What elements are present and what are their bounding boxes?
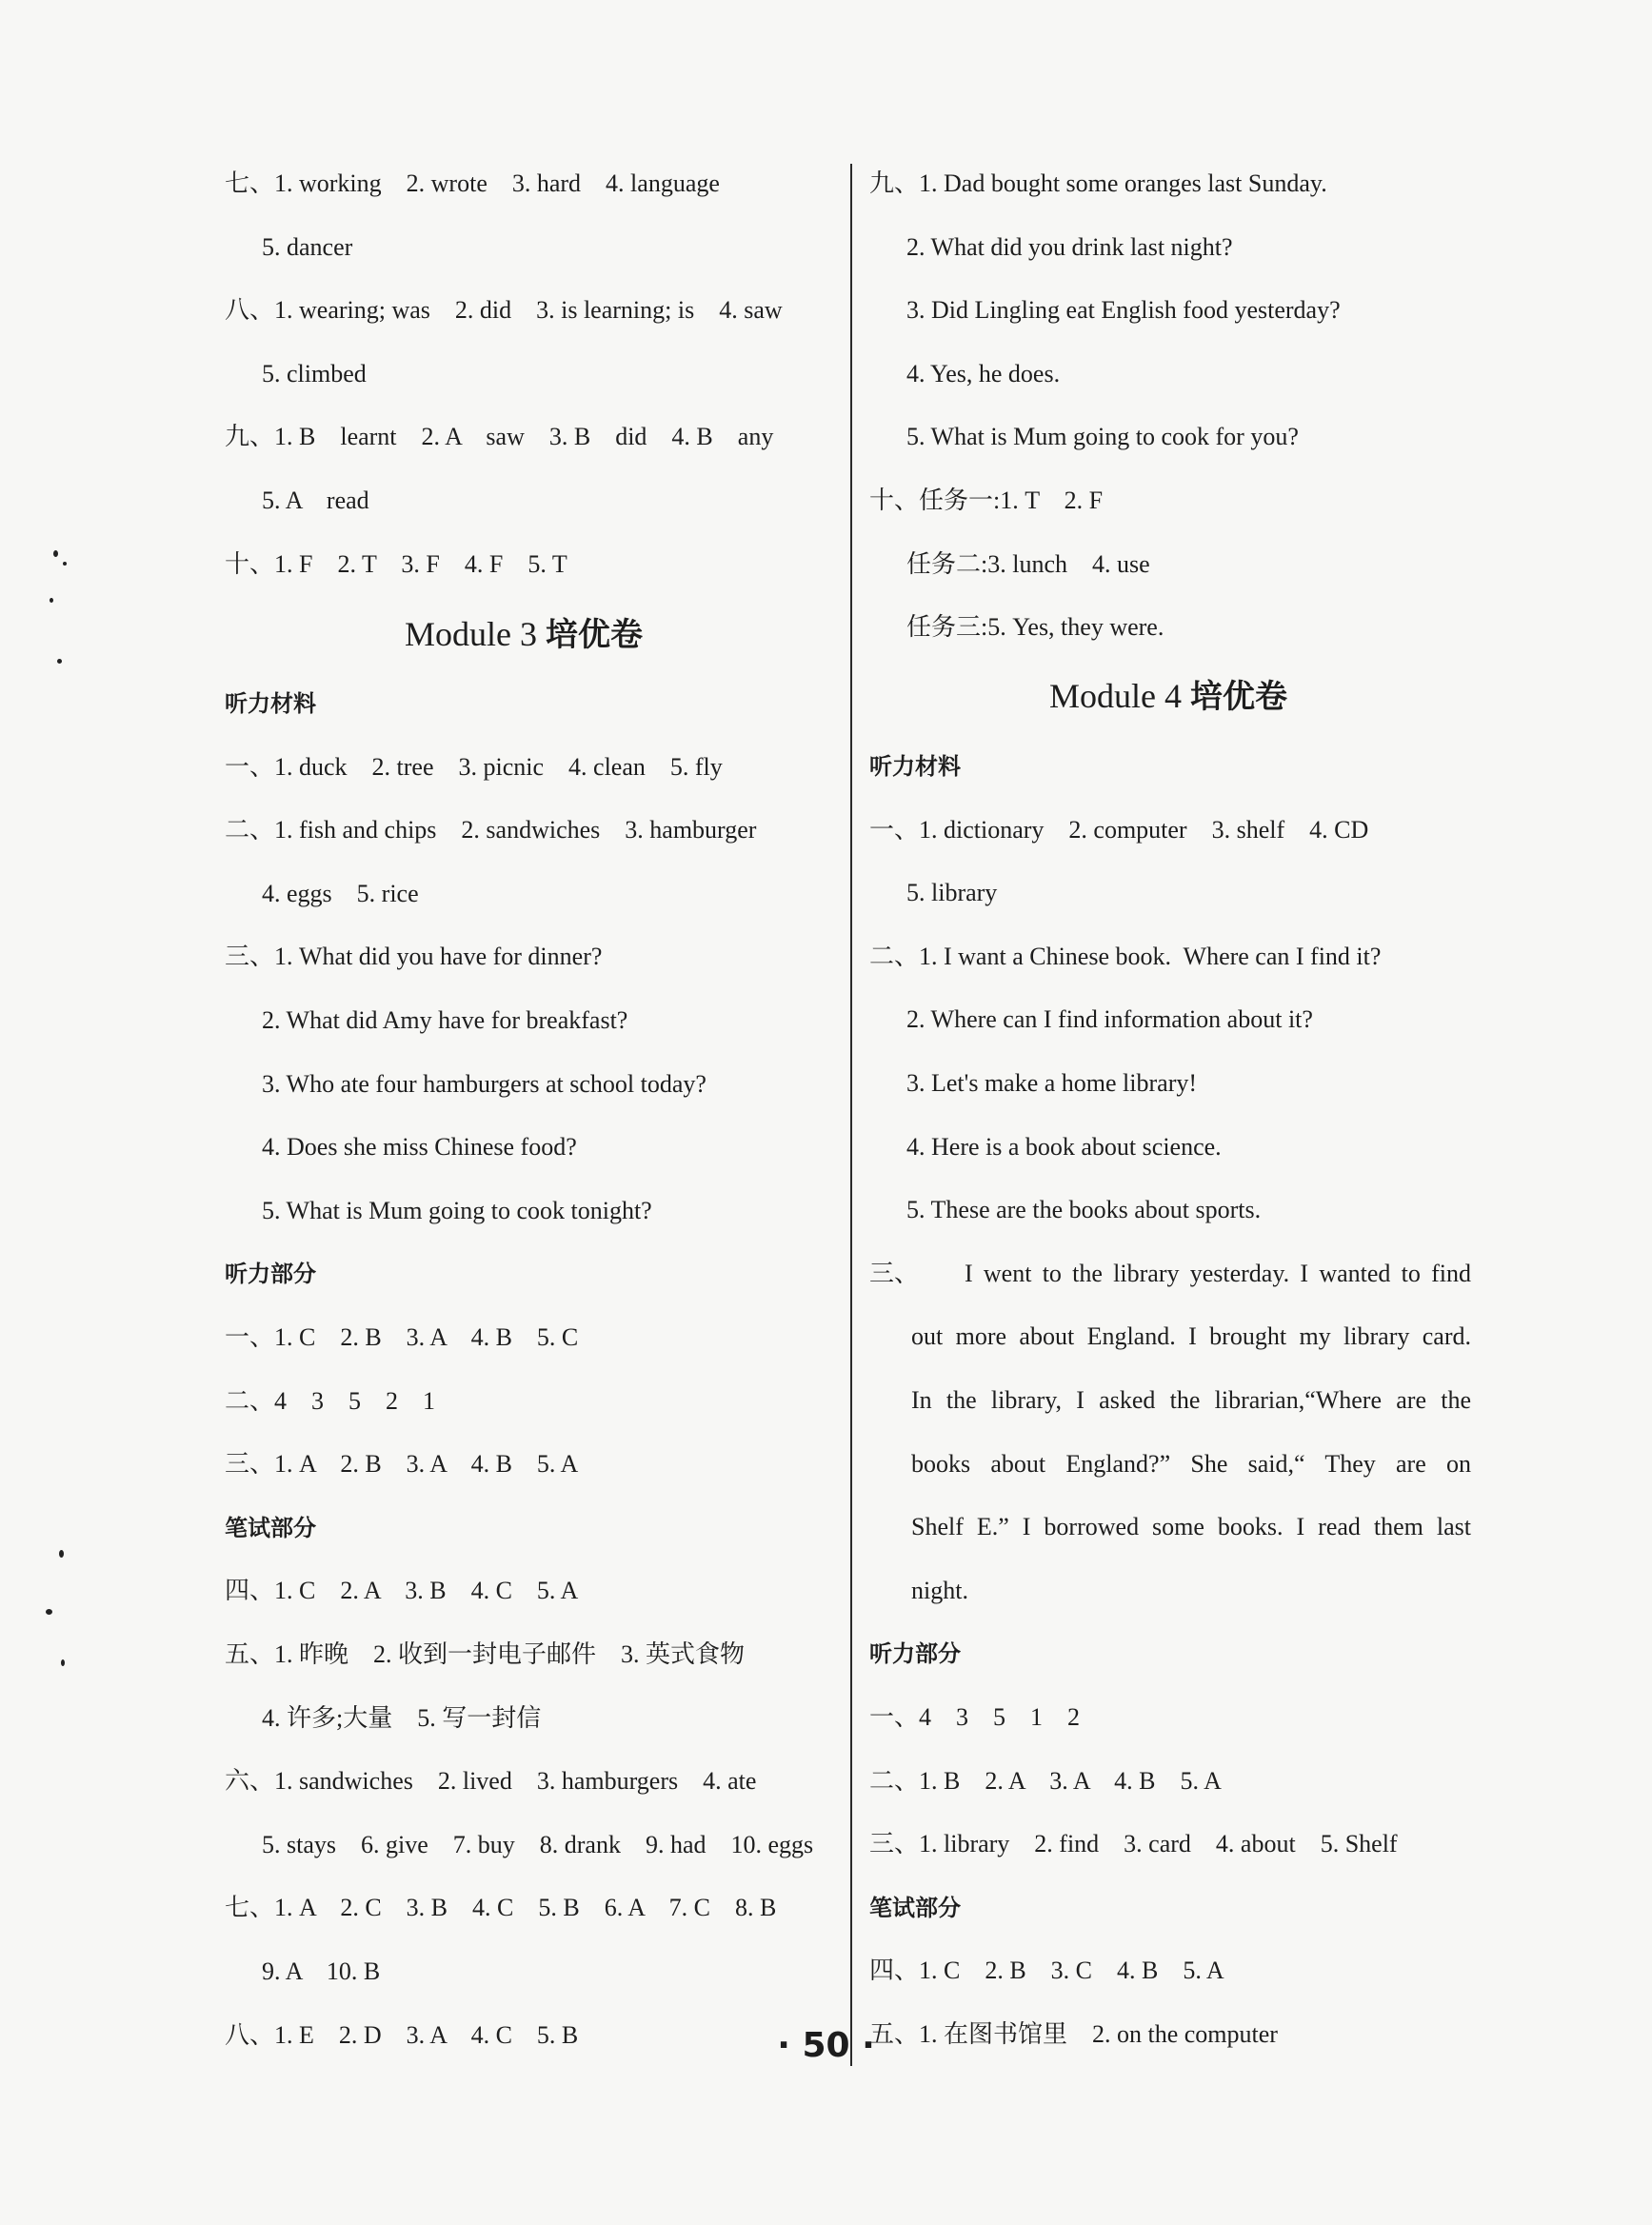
answer-line: 任务二:3. lunch 4. use [869,549,1150,578]
answer-line: 四、1. C 2. B 3. C 4. B 5. A [869,1957,1224,1985]
answer-line: 三、1. What did you have for dinner? [225,943,603,971]
answer-line: 一、1. dictionary 2. computer 3. shelf 4. CD [869,815,1369,844]
module-heading [405,610,643,659]
module-heading-suffix: 培优卷 [1190,678,1287,716]
answer-line: 4. eggs 5. rice [225,879,419,907]
section-label: 笔试部分 [225,1514,316,1541]
answer-line: 六、1. sandwiches 2. lived 3. hamburgers 4. ate [225,1767,757,1796]
passage-line: night. [911,1576,968,1604]
answer-line: 五、1. 昨晚 2. 收到一封电子邮件 3. 英式食物 [225,1640,746,1668]
answer-line: 二、4 3 5 2 1 [225,1386,436,1415]
scan-speck [53,550,58,557]
answer-line: 4. Does she miss Chinese food? [225,1133,577,1162]
answer-line: 七、1. working 2. wrote 3. hard 4. language [225,169,720,197]
answer-line: 十、1. F 2. T 3. F 4. F 5. T [225,549,567,578]
answer-line: 八、1. E 2. D 3. A 4. C 5. B [225,2020,579,2049]
answer-line: 三、1. A 2. B 3. A 4. B 5. A [225,1450,579,1479]
answer-line: 一、4 3 5 1 2 [869,1703,1081,1731]
scan-speck [46,1609,52,1615]
section-label: 听力部分 [225,1261,316,1288]
module-heading-prefix: Module 4 [1049,677,1190,715]
scan-speck [50,598,53,603]
answer-line: 5. library [869,879,998,907]
answer-line: 二、1. B 2. A 3. A 4. B 5. A [869,1766,1222,1795]
answer-line: 九、1. Dad bought some oranges last Sunday. [869,169,1327,197]
answer-line: 3. Let's make a home library! [869,1069,1198,1097]
answer-line: 5. What is Mum going to cook tonight? [225,1196,652,1224]
answer-line: 二、1. fish and chips 2. sandwiches 3. hamburger [225,816,757,844]
scan-speck [61,1659,65,1666]
answer-line: 四、1. C 2. A 3. B 4. C 5. A [225,1577,579,1605]
passage-label: 三、 [869,1259,920,1287]
answer-line: 七、1. A 2. C 3. B 4. C 5. B 6. A 7. C 8. B [225,1894,777,1922]
passage-line: I went to the library yesterday. I wanted to find [965,1259,1471,1287]
answer-line: 二、1. I want a Chinese book. Where can I find it? [869,942,1382,970]
answer-line: 九、1. B learnt 2. A saw 3. B did 4. B any [225,423,774,451]
answer-line: 9. A 10. B [225,1957,381,1985]
answer-line: 5. These are the books about sports. [869,1196,1262,1224]
scan-speck [63,562,67,566]
answer-line: 十、任务一:1. T 2. F [869,487,1104,514]
answer-line: 2. Where can I find information about it? [869,1005,1313,1034]
answer-line: 一、1. C 2. B 3. A 4. B 5. C [225,1323,579,1351]
answer-line: 5. What is Mum going to cook for you? [869,423,1299,451]
answer-line: 一、1. duck 2. tree 3. picnic 4. clean 5. fly [225,752,723,781]
answer-line: 4. Here is a book about science. [869,1132,1222,1161]
answer-line: 4. 许多;大量 5. 写一封信 [225,1703,542,1732]
answer-line: 三、1. library 2. find 3. card 4. about 5. Shelf [869,1830,1398,1858]
answer-line: 3. Who ate four hamburgers at school today? [225,1069,707,1098]
answer-line: 5. dancer [225,232,353,261]
answer-line: 3. Did Lingling eat English food yesterday? [869,296,1341,325]
answer-line: 2. What did Amy have for breakfast? [225,1006,628,1034]
answer-line: 五、1. 在图书馆里 2. on the computer [869,2020,1278,2048]
scan-speck [59,1550,64,1558]
scan-speck [57,659,62,664]
answer-line: 4. Yes, he does. [869,359,1061,387]
passage-line: In the library, I asked the librarian,“Where are the [911,1386,1471,1414]
section-label: 听力材料 [869,753,961,780]
answer-line: 任务三:5. Yes, they were. [869,613,1164,642]
passage-line: Shelf E.” I borrowed some books. I read them last [911,1513,1471,1541]
section-label: 听力部分 [869,1640,961,1668]
page-number: · 50 · [777,2026,875,2065]
column-divider [850,164,852,2066]
section-label: 笔试部分 [869,1894,961,1921]
answer-line: 2. What did you drink last night? [869,232,1233,261]
module-heading [1049,672,1287,721]
answer-line: 5. climbed [225,359,367,387]
answer-line: 5. stays 6. give 7. buy 8. drank 9. had 10. eggs [225,1830,814,1858]
section-label: 听力材料 [225,690,316,717]
passage-line: out more about England. I brought my library card. [911,1322,1471,1351]
module-heading-suffix: 培优卷 [546,616,643,654]
module-heading-prefix: Module 3 [405,615,546,653]
answer-line: 5. A read [225,487,369,514]
answer-line: 八、1. wearing; was 2. did 3. is learning; is 4. saw [225,296,783,325]
passage-line: books about England?” She said,“ They are on [911,1449,1471,1478]
